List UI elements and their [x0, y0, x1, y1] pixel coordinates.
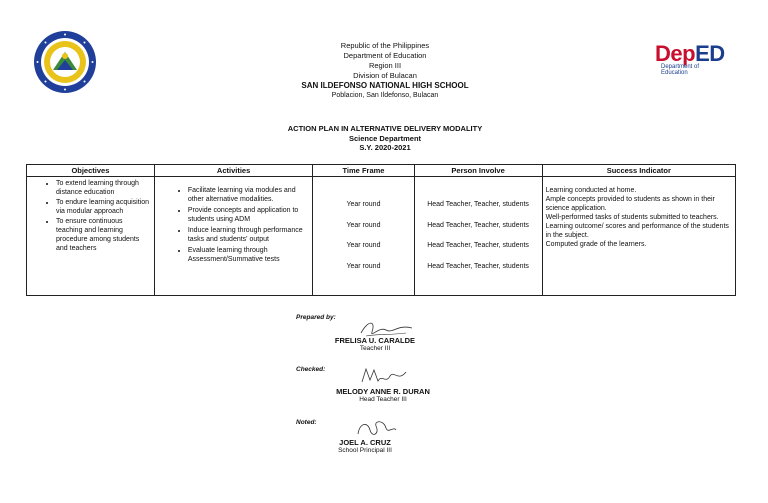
objective-item: • To extend learning through distance education — [56, 179, 151, 197]
time-frame-item: Year round — [346, 221, 381, 229]
header-division: Division of Bulacan — [353, 71, 417, 80]
header-time-frame: Time Frame — [313, 165, 414, 177]
checked-role: Head Teacher III — [359, 396, 407, 403]
noted-label: Noted: — [296, 419, 317, 426]
header-objectives: Objectives — [27, 165, 155, 177]
checked-name: MELODY ANNE R. DURAN — [336, 387, 430, 396]
prepared-by-role: Teacher III — [359, 345, 391, 352]
table-header-row — [27, 165, 736, 177]
header-region: Region III — [368, 61, 402, 70]
cell-person-involve — [414, 177, 542, 296]
objective-item: • To endure learning acquisition via modular approach — [56, 198, 151, 216]
time-frame-item: Year round — [346, 262, 381, 270]
cell-time-frame — [313, 177, 414, 296]
deped-logo-word: DepED — [655, 41, 725, 66]
title-line2: Science Department — [348, 133, 422, 143]
activity-item: • Provide concepts and application to students using ADM — [188, 206, 310, 224]
deped-logo-sub: Department of Education — [661, 64, 700, 76]
title-line1: ACTION PLAN IN ALTERNATIVE DELIVERY MODALITY — [287, 124, 483, 133]
activity-item: • Induce learning through performance tasks and students' output — [188, 226, 310, 244]
header-country: Republic of the Philippines — [340, 41, 430, 50]
checked-label: Checked: — [296, 366, 326, 373]
success-item: Ample concepts provided to students as shown in their science application. — [545, 196, 715, 212]
header-activities: Activities — [154, 165, 313, 177]
cell-activities — [154, 177, 313, 296]
header-address: Poblacion, San Ildefonso, Bulacan — [331, 92, 439, 99]
header-person-involve: Person Involve — [414, 165, 542, 177]
cell-objectives — [27, 177, 155, 296]
document-title — [230, 124, 540, 153]
deped-logo — [655, 42, 727, 76]
success-item: Learning outcome/ scores and performance of the students in the subject. — [545, 223, 729, 239]
success-item: Computed grade of the learners. — [545, 241, 647, 248]
activity-item: • Evaluate learning through Assessment/Summative tests — [188, 246, 310, 264]
person-item: Head Teacher, Teacher, students — [427, 201, 529, 208]
time-frame-item: Year round — [346, 242, 381, 249]
person-item: Head Teacher, Teacher, students — [427, 262, 529, 270]
prepared-by-name: FRELISA U. CARALDE — [334, 336, 416, 345]
document-header — [230, 41, 540, 101]
header-school: SAN ILDEFONSO NATIONAL HIGH SCHOOL — [301, 81, 469, 90]
cell-success-indicator — [542, 177, 735, 296]
success-item: Learning conducted at home. — [545, 187, 637, 194]
person-item: Head Teacher, Teacher, students — [427, 242, 529, 249]
signature-cruz — [352, 416, 400, 440]
person-item: Head Teacher, Teacher, students — [427, 221, 529, 229]
success-item: Well-performed tasks of students submitted to teachers. — [545, 214, 719, 221]
header-success-indicator: Success Indicator — [542, 165, 735, 177]
noted-name: JOEL A. CRUZ — [339, 438, 391, 447]
school-seal-logo — [33, 30, 97, 94]
header-department: Department of Education — [343, 51, 427, 60]
action-plan-table — [26, 164, 736, 296]
objective-item: • To ensure continuous teaching and learning procedure among students and teachers — [56, 217, 151, 253]
signature-duran — [358, 364, 410, 388]
time-frame-item: Year round — [346, 201, 381, 208]
table-row — [27, 177, 736, 296]
activity-item: • Facilitate learning via modules and other alternative modalities. — [188, 186, 310, 204]
noted-role: School Principal III — [338, 447, 392, 454]
prepared-by-label: Prepared by: — [296, 314, 336, 321]
title-line3: S.Y. 2020-2021 — [359, 143, 411, 152]
